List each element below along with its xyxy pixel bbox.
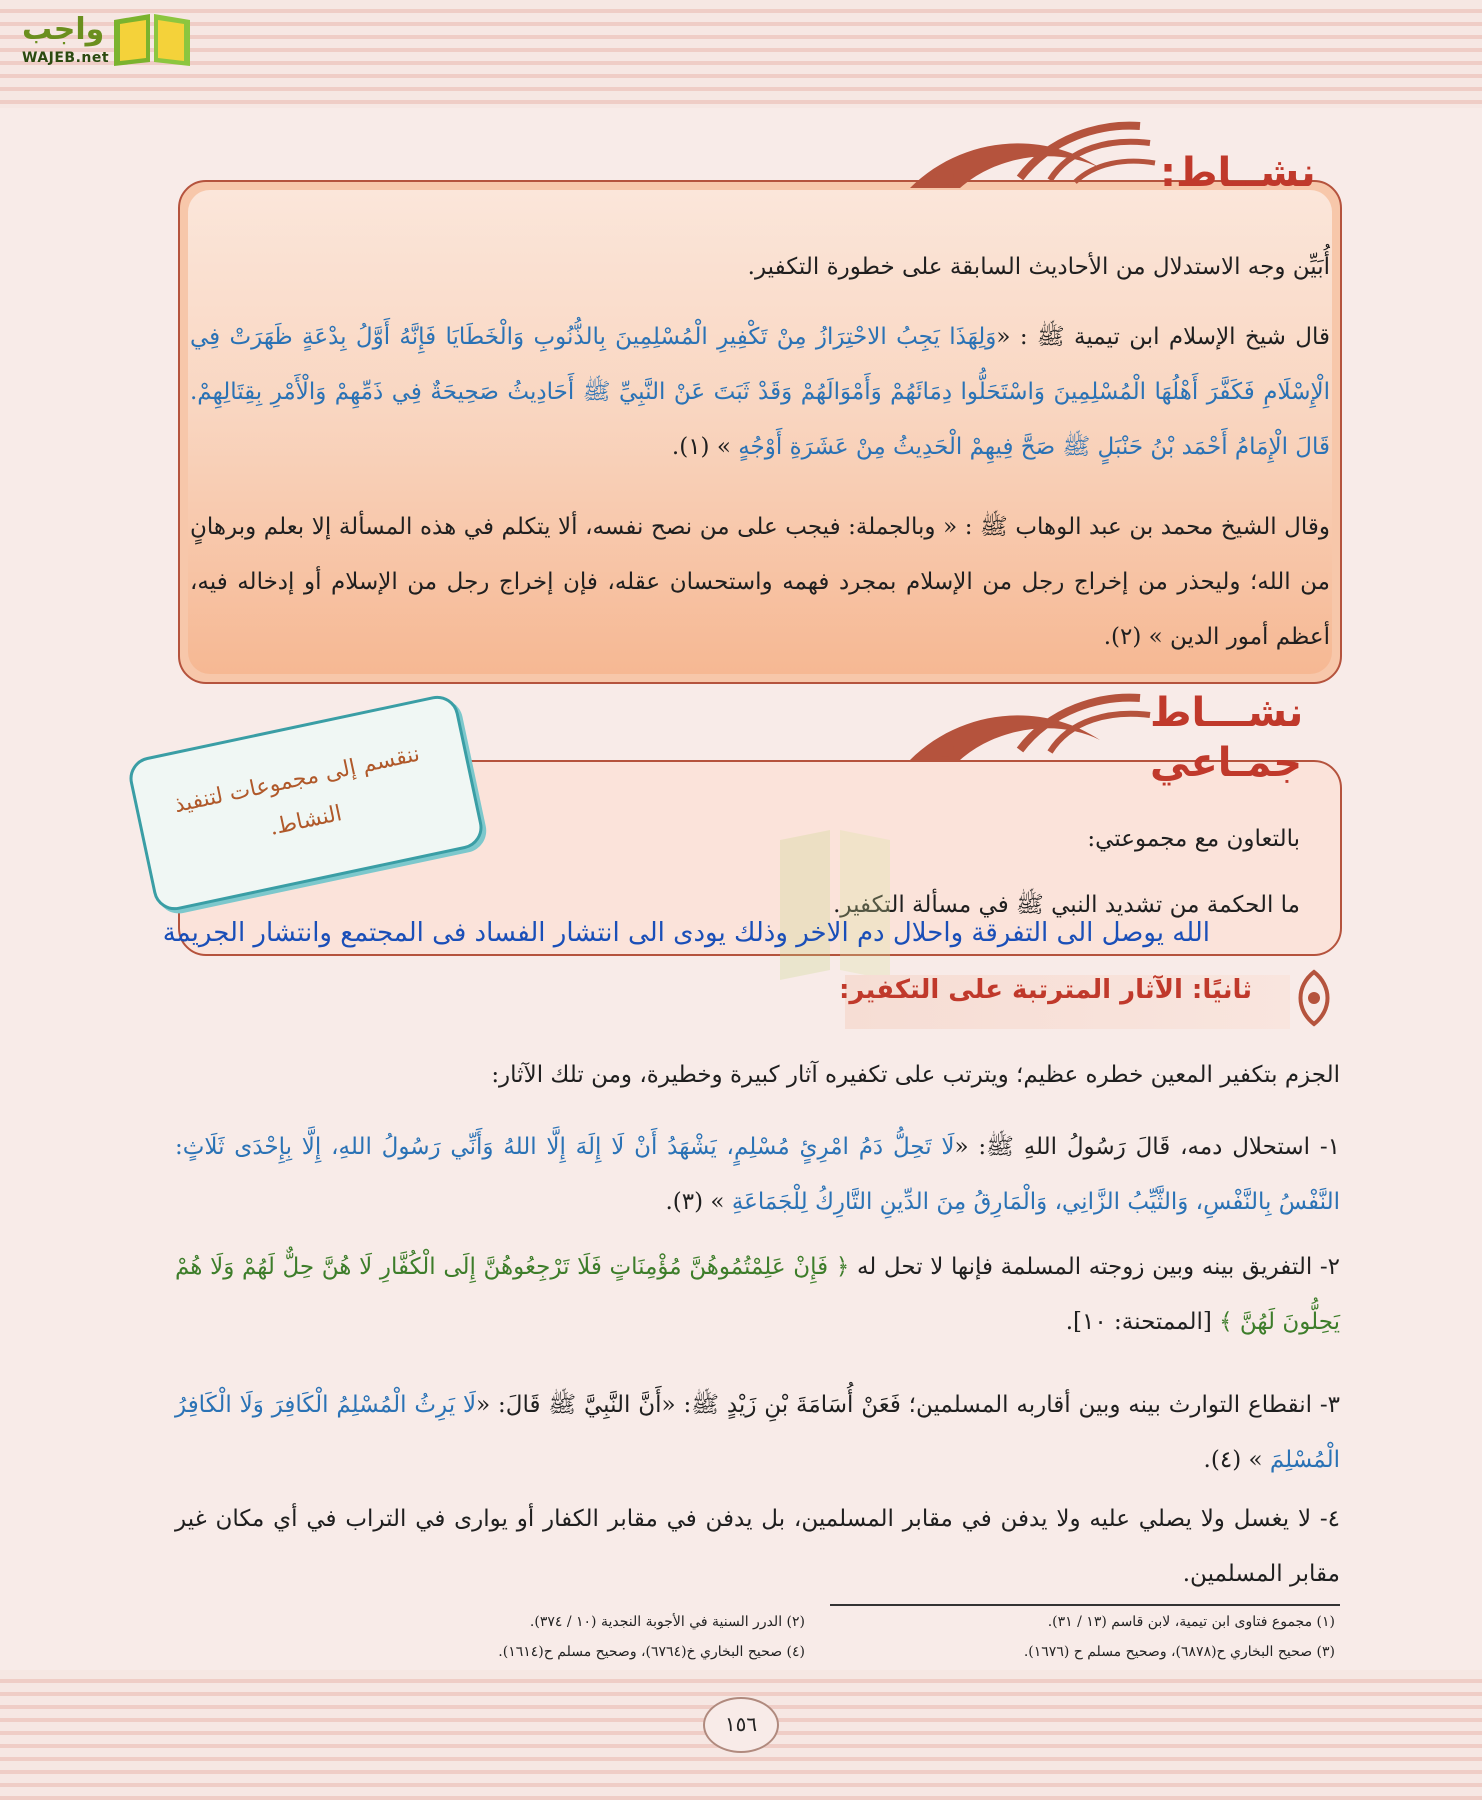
book-icon: [110, 10, 194, 66]
student-answer[interactable]: الله يوصل الى التفرقة واحلال دم الاخر وذلك يودى الى انتشار الفساد فى المجتمع وانتشار الجريمة: [162, 918, 1210, 948]
page-number: ١٥٦: [703, 1697, 779, 1753]
footnote-3: (٣) صحيح البخاري ح(٦٨٧٨)، وصحيح مسلم ح (١٦٧٦).: [1023, 1644, 1335, 1660]
ibn-abdulwahhab-quote: وقال الشيخ محمد بن عبد الوهاب ﷺ : « وبالجملة: فيجب على من نصح نفسه، ألا يتكلم في هذه المسألة إلا بعلم وبرهانٍ من الله؛ وليحذر من إخراج رجل من الإسلام بمجرد فهمه واستحسان عقله، فإن إخراج رجل من الإسلام أو إدخاله فيه، أعظم أمور الدين » (٢).: [190, 514, 1330, 650]
effect-4: ٤- لا يغسل ولا يصلي عليه ولا يدفن في مقابر المسلمين، بل يدفن في مقابر الكفار أو يوارى في التراب في أي مكان غير مقابر المسلمين.: [175, 1506, 1340, 1587]
flourish-ornament: [900, 118, 1160, 218]
activity-title: نشــاط:: [1160, 150, 1316, 196]
effect-3: ٣- انقطاع التوارث بينه وبين أقاربه المسلمين؛ فَعَنْ أُسَامَةَ بْنِ زَيْدٍ ﷺ: «أَنَّ النَّبِيَّ ﷺ قَالَ: «لَا يَرِثُ الْمُسْلِمُ الْكَافِرَ وَلَا الْكَافِرُ الْمُسْلِمَ » (٤).: [175, 1392, 1340, 1473]
footnote-2: (٢) الدرر السنية في الأجوبة النجدية (١٠ / ٣٧٤).: [529, 1614, 805, 1630]
wajeb-watermark: [490, 820, 1010, 980]
section-title: ثانيًا: الآثار المترتبة على التكفير:: [838, 975, 1252, 1005]
activity-question: أُبَيِّن وجه الاستدلال من الأحاديث السابقة على خطورة التكفير.: [747, 254, 1330, 280]
group-note-text: ننقسم إلى مجموعات لتنفيذ النشاط.: [172, 741, 422, 841]
logo-latin: WAJEB.net: [22, 50, 110, 66]
footnote-4: (٤) صحيح البخاري خ(٦٧٦٤)، وصحيح مسلم ح(١٦١٤).: [498, 1644, 805, 1660]
top-stripes: [0, 0, 1482, 125]
section-intro: الجزم بتكفير المعين خطره عظيم؛ ويترتب على تكفيره آثار كبيرة وخطيرة، ومن تلك الآثار:: [491, 1062, 1340, 1088]
effect-1: ١- استحلال دمه، قَالَ رَسُولُ اللهِ ﷺ: «لَا تَحِلُّ دَمُ امْرِئٍ مُسْلِمٍ، يَشْهَدُ أَنْ لَا إِلَهَ إِلَّا اللهُ وَأَنِّي رَسُولُ اللهِ، إِلَّا بِإِحْدَى ثَلَاثٍ: النَّفْسُ بِالنَّفْسِ، وَالثَّيِّبُ الزَّانِي، وَالْمَارِقُ مِنَ الدِّينِ التَّارِكُ لِلْجَمَاعَةِ » (٣).: [175, 1134, 1340, 1215]
group-activity-title-2: جمـاعي: [1150, 740, 1303, 786]
flourish-ornament-2: [900, 690, 1160, 780]
footnote-1: (١) مجموع فتاوى ابن تيمية، لابن قاسم (١٣ / ٣١).: [1047, 1614, 1335, 1630]
wajeb-logo[interactable]: [10, 8, 190, 66]
group-activity-intro: بالتعاون مع مجموعتي:: [1087, 826, 1300, 852]
footnote-separator: [830, 1604, 1340, 1606]
effect-2: ٢- التفريق بينه وبين زوجته المسلمة فإنها لا تحل له ﴿ فَإِنْ عَلِمْتُمُوهُنَّ مُؤْمِنَاتٍ فَلَا تَرْجِعُوهُنَّ إِلَى الْكُفَّارِ لَا هُنَّ حِلٌّ لَهُمْ وَلَا هُمْ يَحِلُّونَ لَهُنَّ ﴾ [الممتحنة: ١٠].: [175, 1254, 1340, 1335]
ibn-taymiyyah-quote: قال شيخ الإسلام ابن تيمية ﷺ : «وَلِهَذَا يَجِبُ الاحْتِرَازُ مِنْ تَكْفِيرِ الْمُسْلِمِينَ بِالذُّنُوبِ وَالْخَطَايَا فَإِنَّهُ أَوَّلُ بِدْعَةٍ ظَهَرَتْ فِي الْإِسْلَامِ فَكَفَّرَ أَهْلُهَا الْمُسْلِمِينَ وَاسْتَحَلُّوا دِمَائَهُمْ وَأَمْوَالَهُمْ وَقَدْ ثَبَتَ عَنْ النَّبِيِّ ﷺ أَحَادِيثُ صَحِيحَةٌ فِي ذَمِّهِمْ وَالْأَمْرِ بِقِتَالِهِمْ. قَالَ الْإِمَامُ أَحْمَد بْنُ حَنْبَلٍ ﷺ صَحَّ فِيهِمْ الْحَدِيثُ مِنْ عَشَرَةِ أَوْجُهٍ » (١).: [190, 324, 1330, 460]
section-ornament-icon: [1292, 968, 1336, 1028]
group-activity-question: ما الحكمة من تشديد النبي ﷺ في مسألة التكفير.: [833, 892, 1300, 918]
logo-arabic: واجب: [22, 12, 105, 47]
group-activity-title-1: نشـــاط: [1150, 690, 1304, 736]
